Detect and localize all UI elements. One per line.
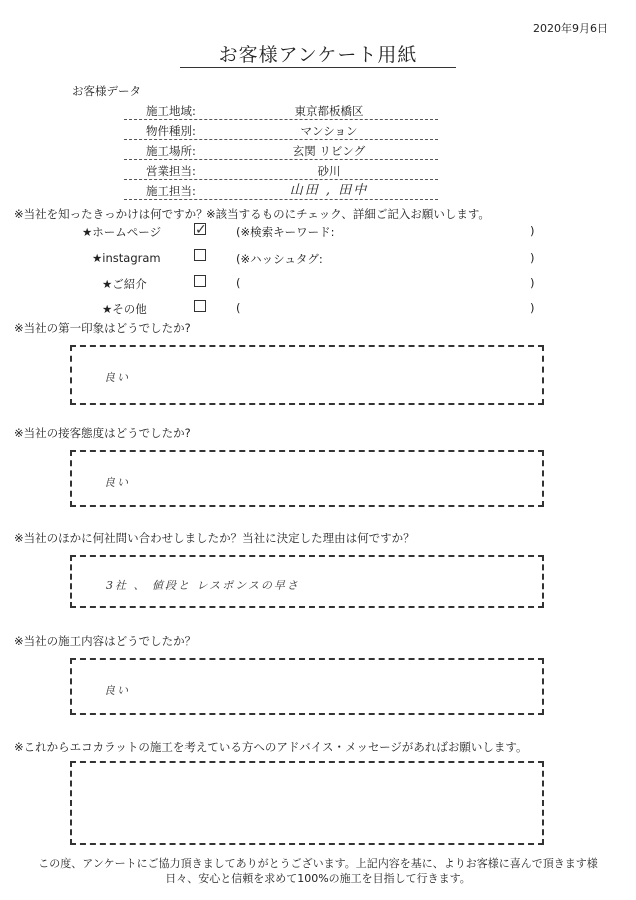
q5-question: ※当社の施工内容はどうでしたか？ [14, 634, 197, 648]
customer-data-table [124, 100, 438, 200]
customer-row-installer [124, 180, 438, 200]
paren-close: ) [530, 301, 535, 315]
paren-close: ) [530, 276, 535, 290]
customer-row-sales-rep [124, 160, 438, 180]
row-value: マンション [300, 124, 358, 138]
footer-message-line2: 日々、安心と信頼を求めて100%の施工を目指して行きます。 [165, 872, 471, 885]
check-mark-icon: ✓ [195, 222, 207, 238]
q1-instruction: ※該当するものにチェック、詳細ご記入お願いします。 [206, 207, 490, 221]
row-value: 東京都板橋区 [294, 104, 364, 118]
option-label-instagram: ★instagram [92, 251, 161, 265]
customer-row-area [124, 100, 438, 120]
q2-answer-box[interactable] [70, 345, 544, 405]
row-label: 営業担当: [146, 164, 196, 178]
checkbox-homepage[interactable] [194, 222, 207, 238]
paren-close: ) [530, 251, 535, 265]
keyword-field-label: (※検索キーワード: [236, 225, 335, 239]
option-label-other: ★その他 [102, 302, 147, 316]
q3-question: ※当社の接客態度はどうでしたか? [14, 426, 191, 440]
customer-row-location [124, 140, 438, 160]
checkbox-other[interactable] [194, 300, 206, 312]
q6-answer-box[interactable] [70, 761, 544, 845]
hashtag-field-label: (※ハッシュタグ: [236, 252, 323, 266]
row-label: 施工担当: [146, 184, 196, 198]
q4-handwritten-answer: 3社 、 値段と レスポンスの早さ [106, 579, 300, 592]
title-underline [180, 67, 456, 68]
page-title: お客様アンケート用紙 [218, 44, 418, 66]
option-label-referral: ★ご紹介 [102, 277, 147, 291]
paren-open: ( [236, 301, 241, 315]
paren-open: ( [236, 276, 241, 290]
checkbox-instagram[interactable] [194, 249, 206, 261]
row-label: 施工場所: [146, 144, 196, 158]
row-label: 物件種別: [146, 124, 196, 138]
q3-handwritten-answer: 良い [104, 476, 130, 489]
q4-answer-box[interactable] [70, 555, 544, 608]
q5-handwritten-answer: 良い [104, 684, 130, 697]
survey-date: 2020年9月6日 [533, 22, 608, 35]
q2-handwritten-answer: 良い [104, 371, 130, 384]
checkbox-referral[interactable] [194, 275, 206, 287]
q3-answer-box[interactable] [70, 450, 544, 507]
option-label-homepage: ★ホームページ [82, 225, 162, 239]
row-label: 施工地域: [146, 104, 196, 118]
handwritten-installer-names: 山田 , 田中 [289, 183, 369, 198]
q4-question: ※当社のほかに何社問い合わせしましたか？当社に決定した理由は何ですか？ [14, 531, 415, 545]
q2-question: ※当社の第一印象はどうでしたか? [14, 321, 191, 335]
customer-row-property-type [124, 120, 438, 140]
q6-question: ※これからエコカラットの施工を考えている方へのアドバイス・メッセージがあればお願いします。 [14, 740, 528, 754]
row-value: 玄関 リビング [292, 144, 366, 158]
q5-answer-box[interactable] [70, 658, 544, 715]
q1-question: ※当社を知ったきっかけは何ですか？ [14, 207, 208, 221]
paren-close: ) [530, 224, 535, 238]
footer-message-line1: この度、アンケートにご協力頂きましてありがとうございます。上記内容を基に、よりお客様に喜んで頂きます様 [38, 857, 598, 870]
customer-data-heading: お客様データ [72, 84, 141, 98]
row-value: 砂川 [317, 164, 341, 178]
